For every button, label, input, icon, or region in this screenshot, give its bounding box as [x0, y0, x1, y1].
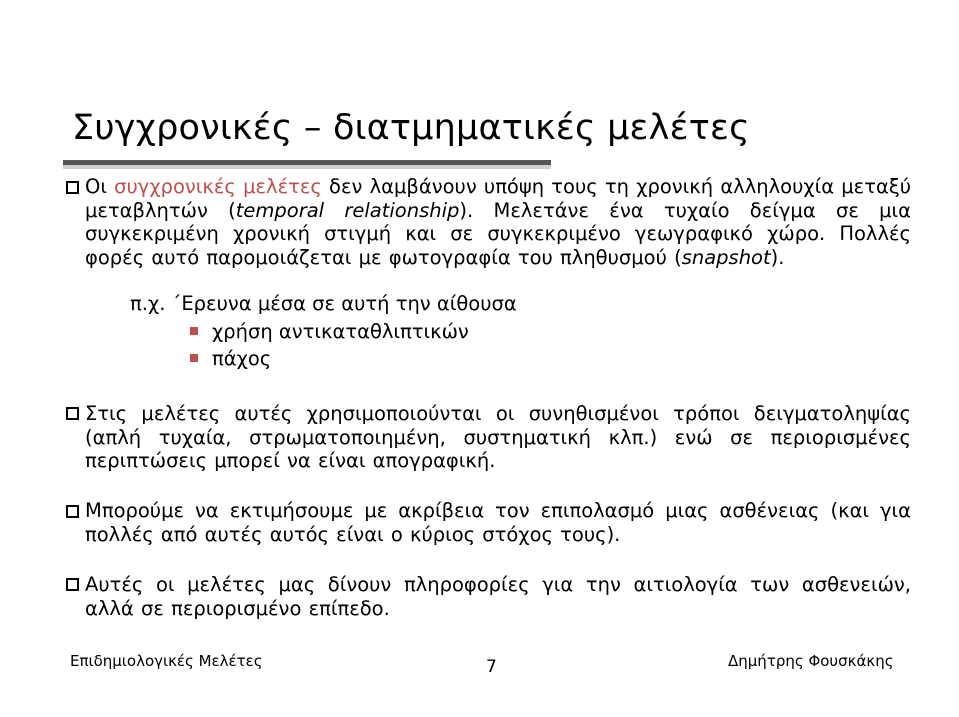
slide-title: Συγχρονικές – διατμηματικές μελέτες	[72, 108, 750, 148]
bullet-1-highlight: συγχρονικές μελέτες	[114, 175, 322, 198]
sub-item-2-label: πάχος	[212, 347, 272, 370]
title-underline	[63, 160, 551, 169]
square-bullet-icon	[66, 505, 79, 518]
bullet-1-post: ).	[770, 245, 785, 269]
bullet-2-text: Στις μελέτες αυτές χρησιμοποιούνται οι συνηθισμένοι τρόποι δειγματοληψίας (απλή τυχαία, στρωματοποιημένη, συστηματική κλπ.) ενώ σε περιορισμένες περιπτώσεις μπορεί να είναι απογραφική.	[85, 402, 911, 472]
sub-item-1	[212, 320, 469, 344]
bullet-1-text	[85, 175, 911, 269]
square-marker-icon	[190, 327, 198, 335]
bullet-1-italic-temporal: temporal relationship	[235, 198, 460, 222]
square-marker-icon	[190, 354, 198, 362]
bullet-1-italic-snapshot: snapshot	[681, 245, 771, 269]
example-line: π.χ. ΄Ερευνα μέσα σε αυτή την αίθουσα	[130, 292, 517, 315]
bullet-1-mid2: ). Μελετάνε ένα τυχαίο δείγμα σε μια συγκεκριμένη χρονική στιγμή και σε συγκεκριμένο γεωγραφικό χώρο. Πολλές φορές αυτό παρομοιάζεται με φωτογραφία του πληθυσμού (	[85, 198, 912, 269]
bullet-1-pre: Οι	[85, 175, 115, 198]
title-underline-light	[63, 165, 551, 169]
square-bullet-icon	[66, 578, 79, 591]
square-bullet-icon	[66, 181, 79, 194]
footer-right: Δημήτρης Φουσκάκης	[728, 652, 894, 670]
square-bullet-icon	[66, 407, 79, 420]
bullet-1-mid1: δεν λαμβάνουν υπόψη τους τη χρονική αλληλουχία μεταξύ μεταβλητών (	[85, 175, 911, 222]
bullet-4-text: Αυτές οι μελέτες μας δίνουν πληροφορίες για την αιτιολογία των ασθενειών, αλλά σε περιορισμένο επίπεδο.	[85, 573, 911, 620]
page-number: 7	[486, 657, 497, 677]
sub-item-1-label: χρήση αντικαταθλιπτικών	[212, 320, 469, 343]
sub-item-2	[212, 347, 271, 371]
bullet-3-text: Μπορούμε να εκτιμήσουμε με ακρίβεια τον επιπολασμό μιας ασθένειας (και για πολλές από αυτές αυτός είναι ο κύριος στόχος τους).	[85, 499, 911, 546]
footer-left: Επιδημιολογικές Μελέτες	[70, 652, 263, 670]
